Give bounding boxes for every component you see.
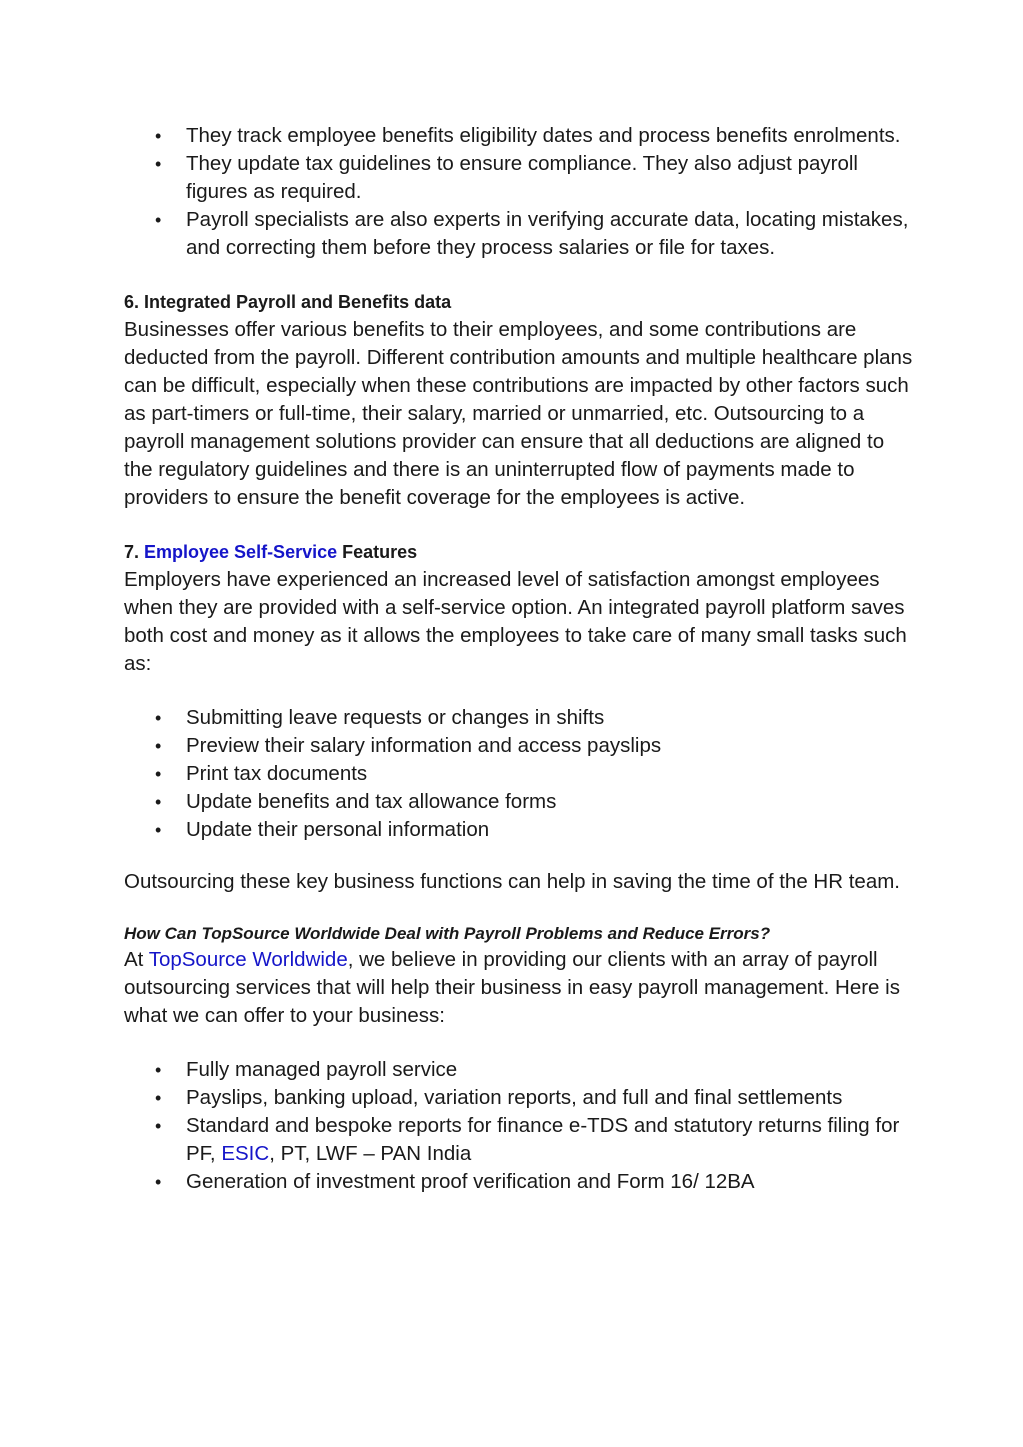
section-6-body: Businesses offer various benefits to their employees, and some contributions are deducted from the payroll. Different contribution amounts and multiple healthcare plans can be difficult, especially when these contributions are impacted by other factors such as part-timers or full-time, their salary, married or unmarried, etc. Outsourcing to a payroll management solutions provider can ensure that all deductions are aligned to the regulatory guidelines and there is an uninterrupted flow of payments made to providers to ensure the benefit coverage for the employees is active. <box>124 318 913 509</box>
bullet-icon: • <box>155 708 162 728</box>
bullet-icon: • <box>155 154 162 174</box>
list-item: • Update their personal information <box>186 816 914 844</box>
topsource-intro: At TopSource Worldwide, we believe in providing our clients with an array of payroll outsourcing services that will help their business in easy payroll management. Here is what we can offer to your business: <box>124 948 900 1027</box>
heading-suffix: Features <box>337 542 418 562</box>
services-list <box>124 1056 914 1196</box>
section-6-heading: 6. Integrated Payroll and Benefits data <box>124 292 452 312</box>
section-7-body: Employers have experienced an increased level of satisfaction amongst employees when they are provided with a self-service option. An integrated payroll platform saves both cost and money as it allows the employees to take care of many small tasks such as: <box>124 568 907 675</box>
list-item: • Payroll specialists are also experts in verifying accurate data, locating mistakes, and correcting them before they process salaries or file for taxes. <box>155 208 909 259</box>
bullet-icon: • <box>155 126 162 146</box>
list-item: • Print tax documents <box>186 760 914 788</box>
list-item: • Submitting leave requests or changes in shifts <box>186 704 914 732</box>
list-item: • They update tax guidelines to ensure compliance. They also adjust payroll figures as required. <box>155 152 858 203</box>
bullet-icon: • <box>155 736 162 756</box>
list-item: • Fully managed payroll service <box>186 1056 914 1084</box>
list-item: • Update benefits and tax allowance forms <box>186 788 914 816</box>
self-service-tasks-list <box>124 704 914 844</box>
esic-link[interactable]: ESIC <box>221 1142 270 1165</box>
bullet-icon: • <box>155 1116 162 1136</box>
list-item: • Standard and bespoke reports for finance e-TDS and statutory returns filing for PF, ESIC, PT, LWF – PAN India <box>155 1114 900 1165</box>
heading-number: 7. <box>124 542 145 562</box>
employee-self-service-link[interactable]: Employee Self-Service <box>144 542 338 562</box>
duties-list <box>124 122 914 262</box>
bullet-icon: • <box>155 1088 162 1108</box>
topsource-worldwide-link[interactable]: TopSource Worldwide <box>148 948 348 971</box>
list-item: • Generation of investment proof verification and Form 16/ 12BA <box>186 1168 914 1196</box>
bullet-icon: • <box>155 1060 162 1080</box>
bullet-icon: • <box>155 210 162 230</box>
bullet-icon: • <box>155 764 162 784</box>
list-item: • Payslips, banking upload, variation reports, and full and final settlements <box>186 1084 914 1112</box>
bullet-icon: • <box>155 1172 162 1192</box>
bullet-icon: • <box>155 792 162 812</box>
section-7-heading <box>124 540 914 564</box>
list-item: • They track employee benefits eligibility dates and process benefits enrolments. <box>186 122 914 150</box>
page-content <box>124 122 914 1196</box>
topsource-heading: How Can TopSource Worldwide Deal with Payroll Problems and Reduce Errors? <box>124 924 771 943</box>
list-item: • Preview their salary information and access payslips <box>186 732 914 760</box>
section-7-closing: Outsourcing these key business functions can help in saving the time of the HR team. <box>124 870 900 893</box>
bullet-icon: • <box>155 820 162 840</box>
